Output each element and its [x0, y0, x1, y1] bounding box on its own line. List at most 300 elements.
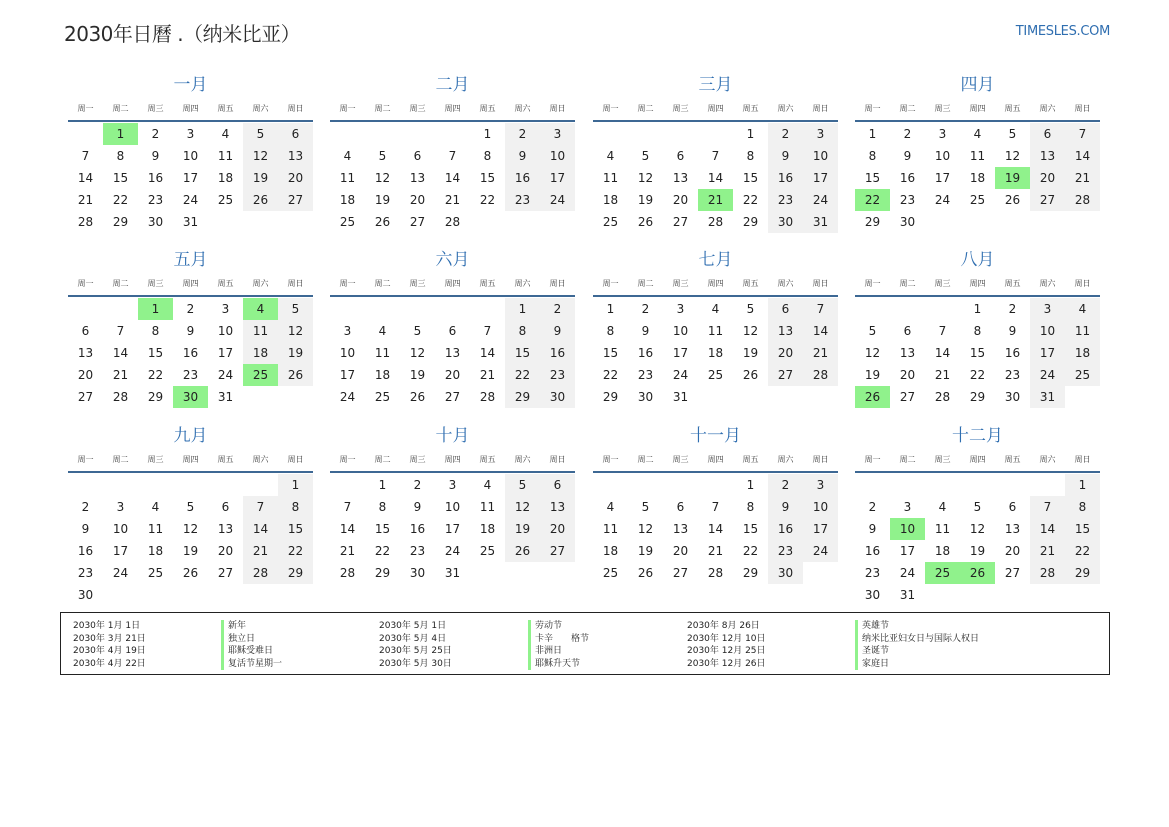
day-cell[interactable]: 13	[409, 171, 426, 185]
day-cell[interactable]: 1	[505, 298, 540, 320]
day-cell[interactable]: 4	[606, 149, 615, 163]
day-cell[interactable]: 28	[479, 390, 496, 404]
day-cell[interactable]: 15	[602, 346, 619, 360]
day-cell[interactable]: 27	[217, 566, 234, 580]
day-cell[interactable]: 19	[995, 167, 1030, 189]
day-cell[interactable]: 20	[278, 167, 313, 189]
day-cell[interactable]: 3	[186, 127, 195, 141]
day-cell[interactable]: 1	[103, 123, 138, 145]
day-cell[interactable]: 31	[803, 211, 838, 233]
day-cell[interactable]: 15	[742, 171, 759, 185]
day-cell[interactable]: 5	[243, 123, 278, 145]
day-cell[interactable]: 29	[147, 390, 164, 404]
day-cell[interactable]: 17	[803, 518, 838, 540]
day-cell[interactable]: 23	[899, 193, 916, 207]
day-cell[interactable]: 25	[479, 544, 496, 558]
day-cell[interactable]: 20	[672, 193, 689, 207]
day-cell[interactable]: 22	[1065, 540, 1100, 562]
day-cell[interactable]: 8	[746, 500, 755, 514]
day-cell[interactable]: 16	[505, 167, 540, 189]
day-cell[interactable]: 16	[637, 346, 654, 360]
day-cell[interactable]: 27	[77, 390, 94, 404]
day-cell[interactable]: 2	[151, 127, 160, 141]
day-cell[interactable]: 24	[803, 189, 838, 211]
day-cell[interactable]: 9	[413, 500, 422, 514]
day-cell[interactable]: 12	[742, 324, 759, 338]
day-cell[interactable]: 22	[112, 193, 129, 207]
day-cell[interactable]: 17	[217, 346, 234, 360]
day-cell[interactable]: 26	[855, 386, 890, 408]
day-cell[interactable]: 10	[444, 500, 461, 514]
day-cell[interactable]: 14	[77, 171, 94, 185]
day-cell[interactable]: 25	[147, 566, 164, 580]
day-cell[interactable]: 27	[540, 540, 575, 562]
day-cell[interactable]: 21	[479, 368, 496, 382]
day-cell[interactable]: 2	[81, 500, 90, 514]
day-cell[interactable]: 20	[1004, 544, 1021, 558]
day-cell[interactable]: 1	[606, 302, 615, 316]
day-cell[interactable]: 19	[969, 544, 986, 558]
day-cell[interactable]: 17	[339, 368, 356, 382]
day-cell[interactable]: 27	[672, 566, 689, 580]
day-cell[interactable]: 1	[973, 302, 982, 316]
day-cell[interactable]: 13	[444, 346, 461, 360]
day-cell[interactable]: 5	[378, 149, 387, 163]
day-cell[interactable]: 10	[217, 324, 234, 338]
day-cell[interactable]: 21	[698, 189, 733, 211]
day-cell[interactable]: 17	[1030, 342, 1065, 364]
day-cell[interactable]: 16	[147, 171, 164, 185]
day-cell[interactable]: 21	[1030, 540, 1065, 562]
day-cell[interactable]: 14	[707, 522, 724, 536]
day-cell[interactable]: 26	[1004, 193, 1021, 207]
day-cell[interactable]: 12	[505, 496, 540, 518]
day-cell[interactable]: 28	[934, 390, 951, 404]
day-cell[interactable]: 3	[448, 478, 457, 492]
day-cell[interactable]: 6	[903, 324, 912, 338]
day-cell[interactable]: 2	[768, 474, 803, 496]
day-cell[interactable]: 25	[925, 562, 960, 584]
day-cell[interactable]: 23	[409, 544, 426, 558]
day-cell[interactable]: 19	[637, 193, 654, 207]
day-cell[interactable]: 7	[1030, 496, 1065, 518]
day-cell[interactable]: 10	[890, 518, 925, 540]
day-cell[interactable]: 25	[707, 368, 724, 382]
day-cell[interactable]: 6	[768, 298, 803, 320]
day-cell[interactable]: 19	[742, 346, 759, 360]
day-cell[interactable]: 30	[1004, 390, 1021, 404]
day-cell[interactable]: 17	[112, 544, 129, 558]
day-cell[interactable]: 1	[483, 127, 492, 141]
day-cell[interactable]: 27	[768, 364, 803, 386]
day-cell[interactable]: 24	[540, 189, 575, 211]
day-cell[interactable]: 29	[602, 390, 619, 404]
day-cell[interactable]: 14	[707, 171, 724, 185]
day-cell[interactable]: 11	[243, 320, 278, 342]
day-cell[interactable]: 4	[221, 127, 230, 141]
day-cell[interactable]: 22	[505, 364, 540, 386]
day-cell[interactable]: 17	[899, 544, 916, 558]
day-cell[interactable]: 13	[1030, 145, 1065, 167]
day-cell[interactable]: 26	[960, 562, 995, 584]
day-cell[interactable]: 26	[637, 566, 654, 580]
day-cell[interactable]: 30	[768, 211, 803, 233]
day-cell[interactable]: 15	[278, 518, 313, 540]
day-cell[interactable]: 8	[151, 324, 160, 338]
day-cell[interactable]: 28	[339, 566, 356, 580]
day-cell[interactable]: 23	[505, 189, 540, 211]
day-cell[interactable]: 13	[217, 522, 234, 536]
day-cell[interactable]: 30	[899, 215, 916, 229]
day-cell[interactable]: 31	[899, 588, 916, 602]
day-cell[interactable]: 1	[278, 474, 313, 496]
day-cell[interactable]: 20	[444, 368, 461, 382]
day-cell[interactable]: 18	[602, 544, 619, 558]
day-cell[interactable]: 28	[803, 364, 838, 386]
day-cell[interactable]: 17	[803, 167, 838, 189]
day-cell[interactable]: 31	[1030, 386, 1065, 408]
day-cell[interactable]: 27	[1004, 566, 1021, 580]
day-cell[interactable]: 30	[768, 562, 803, 584]
day-cell[interactable]: 31	[182, 215, 199, 229]
day-cell[interactable]: 18	[707, 346, 724, 360]
day-cell[interactable]: 8	[116, 149, 125, 163]
day-cell[interactable]: 26	[182, 566, 199, 580]
day-cell[interactable]: 17	[444, 522, 461, 536]
day-cell[interactable]: 26	[505, 540, 540, 562]
day-cell[interactable]: 16	[899, 171, 916, 185]
day-cell[interactable]: 9	[768, 496, 803, 518]
day-cell[interactable]: 27	[1030, 189, 1065, 211]
day-cell[interactable]: 5	[641, 500, 650, 514]
day-cell[interactable]: 19	[182, 544, 199, 558]
day-cell[interactable]: 6	[278, 123, 313, 145]
day-cell[interactable]: 13	[672, 522, 689, 536]
day-cell[interactable]: 20	[540, 518, 575, 540]
day-cell[interactable]: 19	[505, 518, 540, 540]
day-cell[interactable]: 11	[934, 522, 951, 536]
day-cell[interactable]: 18	[969, 171, 986, 185]
day-cell[interactable]: 24	[339, 390, 356, 404]
day-cell[interactable]: 21	[339, 544, 356, 558]
day-cell[interactable]: 1	[746, 478, 755, 492]
day-cell[interactable]: 10	[803, 145, 838, 167]
day-cell[interactable]: 7	[81, 149, 90, 163]
day-cell[interactable]: 14	[339, 522, 356, 536]
day-cell[interactable]: 16	[409, 522, 426, 536]
day-cell[interactable]: 18	[217, 171, 234, 185]
day-cell[interactable]: 23	[768, 189, 803, 211]
day-cell[interactable]: 3	[221, 302, 230, 316]
day-cell[interactable]: 23	[147, 193, 164, 207]
day-cell[interactable]: 6	[81, 324, 90, 338]
day-cell[interactable]: 18	[147, 544, 164, 558]
day-cell[interactable]: 28	[1065, 189, 1100, 211]
day-cell[interactable]: 12	[637, 522, 654, 536]
day-cell[interactable]: 10	[182, 149, 199, 163]
day-cell[interactable]: 31	[444, 566, 461, 580]
day-cell[interactable]: 3	[540, 123, 575, 145]
day-cell[interactable]: 26	[243, 189, 278, 211]
day-cell[interactable]: 19	[637, 544, 654, 558]
day-cell[interactable]: 11	[479, 500, 496, 514]
day-cell[interactable]: 12	[409, 346, 426, 360]
day-cell[interactable]: 12	[1004, 149, 1021, 163]
day-cell[interactable]: 10	[1030, 320, 1065, 342]
day-cell[interactable]: 15	[1065, 518, 1100, 540]
day-cell[interactable]: 7	[938, 324, 947, 338]
day-cell[interactable]: 3	[903, 500, 912, 514]
day-cell[interactable]: 3	[803, 474, 838, 496]
day-cell[interactable]: 27	[409, 215, 426, 229]
day-cell[interactable]: 25	[602, 566, 619, 580]
day-cell[interactable]: 25	[602, 215, 619, 229]
day-cell[interactable]: 1	[868, 127, 877, 141]
day-cell[interactable]: 7	[343, 500, 352, 514]
day-cell[interactable]: 9	[641, 324, 650, 338]
day-cell[interactable]: 2	[868, 500, 877, 514]
day-cell[interactable]: 22	[374, 544, 391, 558]
day-cell[interactable]: 30	[637, 390, 654, 404]
day-cell[interactable]: 7	[448, 149, 457, 163]
day-cell[interactable]: 30	[77, 588, 94, 602]
day-cell[interactable]: 2	[1008, 302, 1017, 316]
day-cell[interactable]: 28	[707, 215, 724, 229]
day-cell[interactable]: 8	[973, 324, 982, 338]
day-cell[interactable]: 25	[339, 215, 356, 229]
day-cell[interactable]: 29	[278, 562, 313, 584]
day-cell[interactable]: 21	[934, 368, 951, 382]
day-cell[interactable]: 28	[707, 566, 724, 580]
day-cell[interactable]: 7	[116, 324, 125, 338]
day-cell[interactable]: 25	[1065, 364, 1100, 386]
day-cell[interactable]: 9	[903, 149, 912, 163]
day-cell[interactable]: 1	[1065, 474, 1100, 496]
day-cell[interactable]: 14	[479, 346, 496, 360]
day-cell[interactable]: 4	[938, 500, 947, 514]
day-cell[interactable]: 6	[676, 149, 685, 163]
day-cell[interactable]: 6	[1030, 123, 1065, 145]
day-cell[interactable]: 23	[77, 566, 94, 580]
day-cell[interactable]: 26	[374, 215, 391, 229]
day-cell[interactable]: 15	[147, 346, 164, 360]
day-cell[interactable]: 4	[711, 302, 720, 316]
day-cell[interactable]: 6	[676, 500, 685, 514]
day-cell[interactable]: 30	[864, 588, 881, 602]
day-cell[interactable]: 23	[637, 368, 654, 382]
day-cell[interactable]: 23	[540, 364, 575, 386]
day-cell[interactable]: 4	[606, 500, 615, 514]
day-cell[interactable]: 20	[1030, 167, 1065, 189]
day-cell[interactable]: 1	[746, 127, 755, 141]
day-cell[interactable]: 8	[746, 149, 755, 163]
day-cell[interactable]: 29	[112, 215, 129, 229]
day-cell[interactable]: 14	[112, 346, 129, 360]
day-cell[interactable]: 26	[742, 368, 759, 382]
day-cell[interactable]: 7	[803, 298, 838, 320]
day-cell[interactable]: 2	[903, 127, 912, 141]
day-cell[interactable]: 3	[938, 127, 947, 141]
day-cell[interactable]: 26	[409, 390, 426, 404]
day-cell[interactable]: 12	[243, 145, 278, 167]
day-cell[interactable]: 29	[505, 386, 540, 408]
day-cell[interactable]: 27	[672, 215, 689, 229]
day-cell[interactable]: 27	[278, 189, 313, 211]
day-cell[interactable]: 26	[637, 215, 654, 229]
day-cell[interactable]: 18	[374, 368, 391, 382]
day-cell[interactable]: 7	[483, 324, 492, 338]
day-cell[interactable]: 13	[1004, 522, 1021, 536]
day-cell[interactable]: 25	[243, 364, 278, 386]
day-cell[interactable]: 3	[803, 123, 838, 145]
day-cell[interactable]: 20	[409, 193, 426, 207]
day-cell[interactable]: 9	[186, 324, 195, 338]
day-cell[interactable]: 24	[182, 193, 199, 207]
day-cell[interactable]: 15	[864, 171, 881, 185]
day-cell[interactable]: 22	[278, 540, 313, 562]
day-cell[interactable]: 31	[217, 390, 234, 404]
day-cell[interactable]: 28	[77, 215, 94, 229]
day-cell[interactable]: 19	[864, 368, 881, 382]
day-cell[interactable]: 11	[1065, 320, 1100, 342]
day-cell[interactable]: 8	[868, 149, 877, 163]
day-cell[interactable]: 10	[803, 496, 838, 518]
day-cell[interactable]: 15	[112, 171, 129, 185]
day-cell[interactable]: 4	[151, 500, 160, 514]
day-cell[interactable]: 26	[278, 364, 313, 386]
day-cell[interactable]: 21	[803, 342, 838, 364]
day-cell[interactable]: 11	[707, 324, 724, 338]
day-cell[interactable]: 8	[606, 324, 615, 338]
day-cell[interactable]: 12	[637, 171, 654, 185]
day-cell[interactable]: 6	[1008, 500, 1017, 514]
day-cell[interactable]: 18	[339, 193, 356, 207]
day-cell[interactable]: 28	[112, 390, 129, 404]
day-cell[interactable]: 12	[864, 346, 881, 360]
day-cell[interactable]: 21	[707, 544, 724, 558]
day-cell[interactable]: 24	[217, 368, 234, 382]
day-cell[interactable]: 15	[479, 171, 496, 185]
day-cell[interactable]: 4	[973, 127, 982, 141]
day-cell[interactable]: 12	[278, 320, 313, 342]
day-cell[interactable]: 23	[182, 368, 199, 382]
day-cell[interactable]: 22	[147, 368, 164, 382]
day-cell[interactable]: 3	[1030, 298, 1065, 320]
day-cell[interactable]: 29	[742, 215, 759, 229]
day-cell[interactable]: 7	[243, 496, 278, 518]
day-cell[interactable]: 14	[444, 171, 461, 185]
day-cell[interactable]: 11	[339, 171, 356, 185]
day-cell[interactable]: 11	[374, 346, 391, 360]
day-cell[interactable]: 17	[182, 171, 199, 185]
day-cell[interactable]: 29	[969, 390, 986, 404]
day-cell[interactable]: 27	[899, 390, 916, 404]
day-cell[interactable]: 21	[112, 368, 129, 382]
day-cell[interactable]: 16	[768, 518, 803, 540]
day-cell[interactable]: 4	[483, 478, 492, 492]
day-cell[interactable]: 6	[413, 149, 422, 163]
day-cell[interactable]: 10	[540, 145, 575, 167]
day-cell[interactable]: 6	[221, 500, 230, 514]
day-cell[interactable]: 20	[768, 342, 803, 364]
day-cell[interactable]: 16	[1004, 346, 1021, 360]
day-cell[interactable]: 10	[672, 324, 689, 338]
day-cell[interactable]: 20	[77, 368, 94, 382]
day-cell[interactable]: 11	[969, 149, 986, 163]
day-cell[interactable]: 10	[934, 149, 951, 163]
day-cell[interactable]: 13	[899, 346, 916, 360]
day-cell[interactable]: 24	[899, 566, 916, 580]
day-cell[interactable]: 5	[868, 324, 877, 338]
day-cell[interactable]: 22	[969, 368, 986, 382]
day-cell[interactable]: 9	[540, 320, 575, 342]
day-cell[interactable]: 4	[243, 298, 278, 320]
day-cell[interactable]: 8	[1065, 496, 1100, 518]
day-cell[interactable]: 30	[173, 386, 208, 408]
day-cell[interactable]: 5	[641, 149, 650, 163]
day-cell[interactable]: 31	[672, 390, 689, 404]
day-cell[interactable]: 5	[278, 298, 313, 320]
day-cell[interactable]: 20	[672, 544, 689, 558]
day-cell[interactable]: 18	[602, 193, 619, 207]
day-cell[interactable]: 24	[803, 540, 838, 562]
day-cell[interactable]: 5	[186, 500, 195, 514]
day-cell[interactable]: 29	[742, 566, 759, 580]
day-cell[interactable]: 17	[672, 346, 689, 360]
day-cell[interactable]: 29	[1065, 562, 1100, 584]
day-cell[interactable]: 4	[378, 324, 387, 338]
day-cell[interactable]: 13	[77, 346, 94, 360]
day-cell[interactable]: 22	[479, 193, 496, 207]
day-cell[interactable]: 8	[505, 320, 540, 342]
day-cell[interactable]: 4	[343, 149, 352, 163]
day-cell[interactable]: 12	[969, 522, 986, 536]
day-cell[interactable]: 17	[934, 171, 951, 185]
day-cell[interactable]: 5	[746, 302, 755, 316]
day-cell[interactable]: 22	[742, 193, 759, 207]
day-cell[interactable]: 2	[413, 478, 422, 492]
day-cell[interactable]: 11	[147, 522, 164, 536]
day-cell[interactable]: 7	[711, 500, 720, 514]
day-cell[interactable]: 8	[278, 496, 313, 518]
day-cell[interactable]: 6	[540, 474, 575, 496]
day-cell[interactable]: 23	[864, 566, 881, 580]
day-cell[interactable]: 22	[602, 368, 619, 382]
day-cell[interactable]: 14	[1030, 518, 1065, 540]
day-cell[interactable]: 25	[217, 193, 234, 207]
day-cell[interactable]: 30	[409, 566, 426, 580]
day-cell[interactable]: 1	[378, 478, 387, 492]
day-cell[interactable]: 15	[374, 522, 391, 536]
day-cell[interactable]: 19	[374, 193, 391, 207]
day-cell[interactable]: 12	[182, 522, 199, 536]
day-cell[interactable]: 6	[448, 324, 457, 338]
day-cell[interactable]: 19	[409, 368, 426, 382]
day-cell[interactable]: 19	[278, 342, 313, 364]
day-cell[interactable]: 21	[444, 193, 461, 207]
day-cell[interactable]: 8	[378, 500, 387, 514]
day-cell[interactable]: 16	[768, 167, 803, 189]
day-cell[interactable]: 16	[540, 342, 575, 364]
day-cell[interactable]: 25	[969, 193, 986, 207]
day-cell[interactable]: 15	[742, 522, 759, 536]
day-cell[interactable]: 2	[505, 123, 540, 145]
day-cell[interactable]: 24	[934, 193, 951, 207]
day-cell[interactable]: 13	[768, 320, 803, 342]
day-cell[interactable]: 3	[343, 324, 352, 338]
day-cell[interactable]: 3	[676, 302, 685, 316]
day-cell[interactable]: 29	[864, 215, 881, 229]
